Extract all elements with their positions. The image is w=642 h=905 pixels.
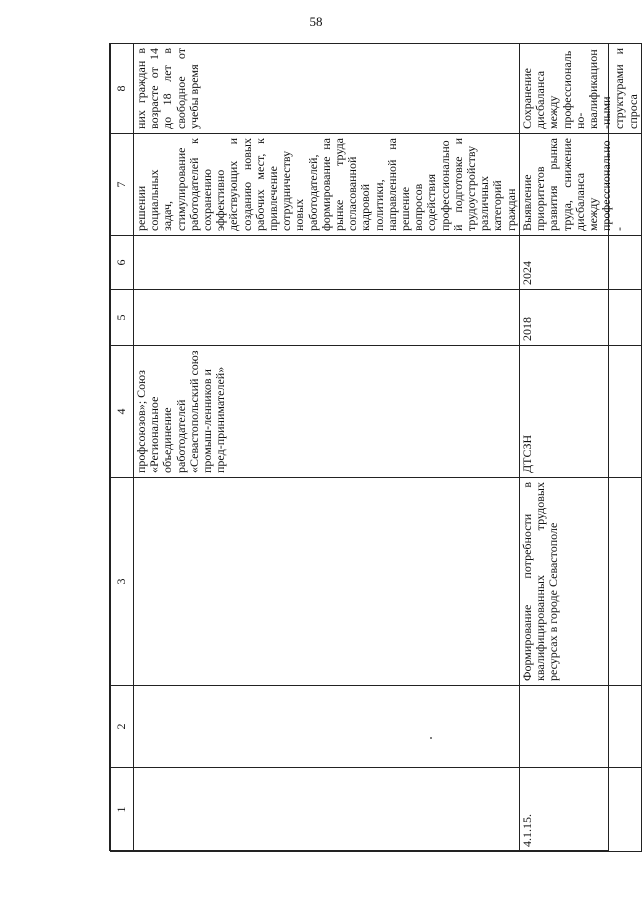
program-table xyxy=(110,43,642,852)
table-row xyxy=(519,44,641,852)
cell-consequences: них граждан в возрасте от 14 до 18 лет в свободное от учебы время xyxy=(134,44,520,134)
header-cell: 2 xyxy=(111,686,134,768)
header-cell: 3 xyxy=(111,478,134,686)
header-cell: 5 xyxy=(111,290,134,346)
rotated-table xyxy=(110,44,640,852)
header-cell: 7 xyxy=(111,134,134,236)
cell-start-year: 2018 xyxy=(519,290,641,346)
cell-end-year xyxy=(134,236,520,290)
page-number: 58 xyxy=(309,14,323,29)
cell-measure: Формирование потребности в квалифицированных трудовых ресурсах в городе Севастополе xyxy=(519,478,641,686)
cell-start-year xyxy=(134,290,520,346)
cell-expected-result: решении социальных задач, стимулирование работодателей к сохранению эффективно действующих и созданию новых рабочих мест, к привлечение сотрудничеству новых работодателей, формирование на рынке труда согласованной кадровой политики, направленной на решение вопросов содействия профессиональной подготовке и трудоустройству различных категорий граждан xyxy=(134,134,520,236)
header-cell: 8 xyxy=(111,44,134,134)
table-row xyxy=(134,44,520,852)
header-cell: 6 xyxy=(111,236,134,290)
cell-measure xyxy=(134,478,520,686)
cell-consequences: Сохранение дисбаланса между профессионально-квалификацион-ными структурами и спроса xyxy=(519,44,641,134)
cell-executor: профсоюзов»; Союз «Региональное объединение работодателей «Севастопольский союз промыш-ленников и пред-принимателей» xyxy=(134,346,520,478)
rotated-table-frame xyxy=(109,43,640,851)
cell-end-year: 2024 xyxy=(519,236,641,290)
cell-expected-result: Выявление приоритетов развития рынка труда, снижение дисбаланса между профессионально- xyxy=(519,134,641,236)
header-row xyxy=(111,44,134,852)
cell-col2 xyxy=(519,686,641,768)
header-cell: 1 xyxy=(111,768,134,852)
cell-number xyxy=(134,768,520,852)
cell-col2 xyxy=(134,686,520,768)
header-cell: 4 xyxy=(111,346,134,478)
cell-number: 4.1.15. xyxy=(519,768,641,852)
scan-speck xyxy=(430,737,432,739)
cell-executor: ДТСЗН xyxy=(519,346,641,478)
